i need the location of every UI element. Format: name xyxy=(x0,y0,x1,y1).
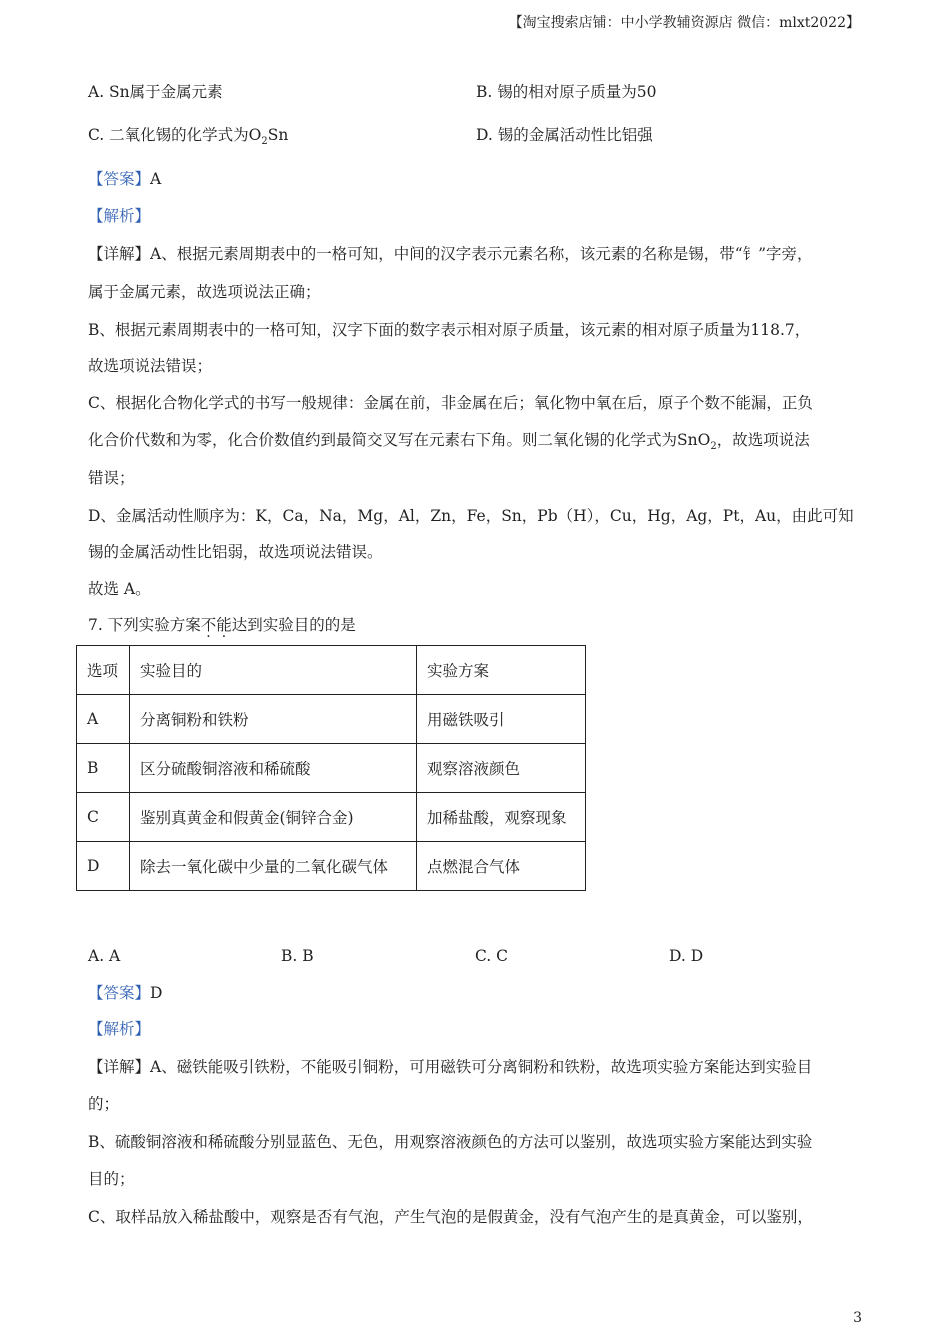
table-row xyxy=(77,695,586,744)
conclusion-line: 故选 A。 xyxy=(88,580,151,598)
table-cell: D xyxy=(77,842,130,891)
table-cell: A xyxy=(77,695,130,744)
option-a: A. Sn属于金属元素 xyxy=(88,83,223,101)
table-cell: 鉴别真黄金和假黄金(铜锌合金) xyxy=(130,793,417,842)
detail-text: A、根据元素周期表中的一格可知，中间的汉字表示元素名称，该元素的名称是锡，带“钅”字旁， xyxy=(150,245,813,263)
table-cell: B xyxy=(77,744,130,793)
stem-text: 达到实验目的的是 xyxy=(231,616,356,634)
table-cell: 加稀盐酸，观察现象 xyxy=(417,793,586,842)
table-header-cell: 实验目的 xyxy=(130,646,417,695)
table-cell: 用磁铁吸引 xyxy=(417,695,586,744)
table-cell: 点燃混合气体 xyxy=(417,842,586,891)
detail-line: 目的； xyxy=(88,1170,135,1188)
answer-label: 【答案】 xyxy=(88,984,151,1002)
analysis-label: 【解析】 xyxy=(88,207,151,225)
detail-line: D、金属活动性顺序为：K，Ca，Na，Mg，Al，Zn，Fe，Sn，Pb（H），Cu，Hg，Ag，Pt，Au，由此可知 xyxy=(88,507,854,525)
table-row xyxy=(77,793,586,842)
option-c-tail: Sn xyxy=(267,126,289,144)
detail-line xyxy=(88,430,810,457)
answer-line xyxy=(88,169,161,189)
option-b: B. 锡的相对原子质量为50 xyxy=(476,83,657,101)
detail-line xyxy=(88,244,813,264)
detail-text: ，故选项说法 xyxy=(716,431,810,449)
detail-line: B、根据元素周期表中的一格可知，汉字下面的数字表示相对原子质量，该元素的相对原子质量为118.7， xyxy=(88,321,811,339)
table-header-cell: 实验方案 xyxy=(417,646,586,695)
table-cell: 区分硫酸铜溶液和稀硫酸 xyxy=(130,744,417,793)
option-d: D. 锡的金属活动性比铝强 xyxy=(476,126,653,144)
detail-line: 的； xyxy=(88,1095,120,1113)
detail-line: 故选项说法错误； xyxy=(88,357,213,375)
table-cell: 观察溶液颜色 xyxy=(417,744,586,793)
detail-line: C、取样品放入稀盐酸中，观察是否有气泡，产生气泡的是假黄金，没有气泡产生的是真黄金，可以鉴别， xyxy=(88,1208,813,1226)
answer-value: A xyxy=(150,170,162,188)
table-row xyxy=(77,744,586,793)
detail-line: 错误； xyxy=(88,469,135,487)
formula-subscript: 2 xyxy=(710,441,717,453)
detail-line: 锡的金属活动性比铝弱，故选项说法错误。 xyxy=(88,543,383,561)
table-cell: 除去一氧化碳中少量的二氧化碳气体 xyxy=(130,842,417,891)
choice-c: C. C xyxy=(475,947,509,965)
page-header: 【淘宝搜索店铺：中小学教辅资源店 微信：mlxt2022】 xyxy=(508,15,860,31)
choice-d: D. D xyxy=(669,947,704,965)
answer-label: 【答案】 xyxy=(88,170,151,188)
table-cell: C xyxy=(77,793,130,842)
table-row xyxy=(77,842,586,891)
table-header-cell: 选项 xyxy=(77,646,130,695)
option-c xyxy=(88,125,288,152)
option-c-subscript: 2 xyxy=(261,136,268,148)
table-header-row xyxy=(77,646,586,695)
detail-text: 化合价代数和为零，化合价数值约到最简交叉写在元素右下角。则二氧化锡的化学式为SnO xyxy=(88,431,711,449)
detail-label: 【详解】 xyxy=(88,245,151,263)
detail-line: C、根据化合物化学式的书写一般规律：金属在前，非金属在后；氧化物中氧在后，原子个数不能漏，正负 xyxy=(88,394,813,412)
question-7-stem xyxy=(88,615,356,635)
detail-text: A、磁铁能吸引铁粉，不能吸引铜粉，可用磁铁可分离铜粉和铁粉，故选项实验方案能达到实验目 xyxy=(150,1058,813,1076)
page-number: 3 xyxy=(853,1310,862,1326)
answer-value: D xyxy=(150,984,163,1002)
detail-label: 【详解】 xyxy=(88,1058,151,1076)
emphasis-char: 不 xyxy=(200,616,217,634)
choice-a: A. A xyxy=(88,947,121,965)
choice-b: B. B xyxy=(281,947,314,965)
experiment-table xyxy=(76,645,586,891)
detail-line xyxy=(88,1057,812,1077)
detail-line: B、硫酸铜溶液和稀硫酸分别显蓝色、无色，用观察溶液颜色的方法可以鉴别，故选项实验方案能达到实验 xyxy=(88,1133,813,1151)
stem-text: 7. 下列实验方案 xyxy=(88,616,201,634)
analysis-label: 【解析】 xyxy=(88,1020,151,1038)
option-c-text: C. 二氧化锡的化学式为O xyxy=(88,126,262,144)
table-cell: 分离铜粉和铁粉 xyxy=(130,695,417,744)
detail-line: 属于金属元素，故选项说法正确； xyxy=(88,283,321,301)
emphasis-char: 能 xyxy=(216,616,232,634)
answer-line xyxy=(88,983,162,1003)
